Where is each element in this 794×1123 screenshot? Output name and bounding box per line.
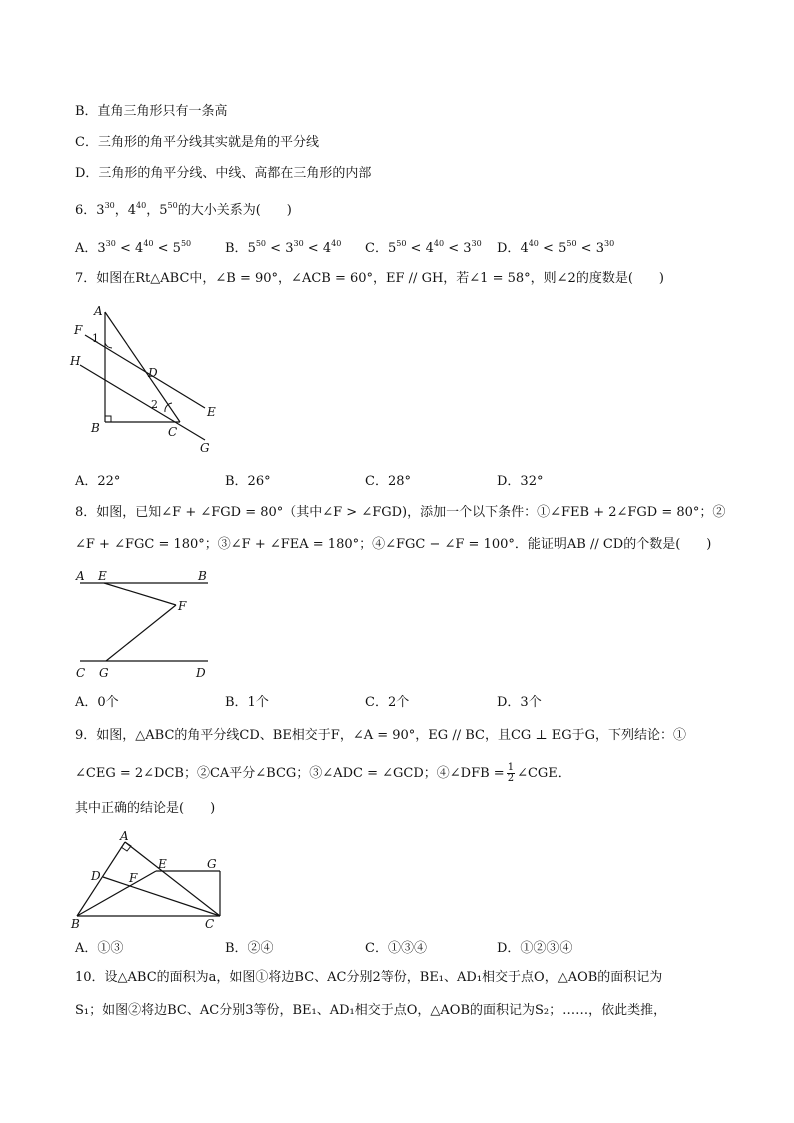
q5-option-c: C．三角形的角平分线其实就是角的平分线 — [75, 135, 319, 150]
label-g: G — [207, 857, 217, 871]
q10-stem-line2: S₁；如图②将边BC、AC分别3等份，BE₁、AD₁相交于点O，△AOB的面积记为S₂；……，依此类推， — [75, 1003, 667, 1018]
label-f: F — [129, 871, 138, 885]
q9-option-b: B．②④ — [225, 941, 274, 956]
fraction-denominator: 2 — [507, 773, 515, 784]
label-c: C — [205, 917, 215, 931]
q9-option-a: A．①③ — [75, 941, 124, 956]
label-angle-1: 1 — [92, 332, 99, 345]
q7-option-b: B．26° — [225, 474, 271, 489]
q8-option-b: B．1个 — [225, 695, 269, 710]
q6-option-c: C．$5^{50} < 4^{40} < 3^{30}$ — [365, 239, 482, 256]
q9-stem-text: ∠CEG = 2∠DCB；②CA平分∠BCG；③∠ADC = ∠GCD；④∠DFB = — [75, 766, 505, 781]
q6-suffix: 的大小关系为( ) — [177, 203, 292, 218]
q8-stem-line2: ∠F + ∠FGC = 180°；③∠F + ∠FEA = 180°；④∠FGC − ∠F = 100°．能证明AB // CD的个数是( ) — [75, 537, 712, 552]
q5-option-b: B．直角三角形只有一条高 — [75, 104, 228, 119]
label-b: B — [71, 917, 80, 931]
label-b: B — [198, 569, 207, 583]
q6-base: 5 — [159, 203, 168, 218]
q9-figure — [65, 830, 235, 930]
label-b: B — [91, 421, 100, 435]
label-c: C — [168, 425, 178, 439]
label-e: E — [98, 569, 107, 583]
q8-option-a: A．0个 — [75, 695, 119, 710]
label-angle-2: 2 — [151, 398, 158, 411]
q9-stem-line2 — [75, 763, 571, 784]
label-d: D — [196, 666, 206, 680]
q6-base: 3 — [96, 203, 105, 218]
q9-stem-text: ∠CGE． — [517, 766, 571, 781]
q8-stem-line1: 8．如图，已知∠F + ∠FGD = 80°（其中∠F > ∠FGD)，添加一个以下条件：①∠FEB + 2∠FGD = 80°；② — [75, 505, 726, 520]
q6-option-b: B．$5^{50} < 3^{30} < 4^{40}$ — [225, 239, 342, 256]
label-a: A — [120, 829, 129, 843]
q8-figure — [70, 565, 220, 685]
q7-option-a: A．22° — [75, 474, 121, 489]
q6-comma: ， — [114, 203, 128, 218]
q8-option-d: D．3个 — [497, 695, 542, 710]
q9-option-d: D．①②③④ — [497, 941, 573, 956]
q6-stem — [75, 202, 292, 220]
label-f: F — [74, 323, 83, 337]
q5-option-d: D．三角形的角平分线、中线、高都在三角形的内部 — [75, 166, 372, 181]
q8-option-c: C．2个 — [365, 695, 410, 710]
q9-stem-line3: 其中正确的结论是( ) — [75, 801, 216, 816]
q7-figure — [60, 300, 230, 460]
label-a: A — [94, 304, 103, 318]
label-c: C — [76, 666, 86, 680]
label-a: A — [76, 569, 85, 583]
q9-stem-line1: 9．如图，△ABC的角平分线CD、BE相交于F，∠A = 90°，EG // BC，且CG ⊥ EG于G，下列结论：① — [75, 728, 687, 743]
label-g: G — [99, 666, 109, 680]
q6-number: 6． — [75, 203, 97, 218]
label-g: G — [200, 441, 210, 455]
q6-option-a: A．$3^{30} < 4^{40} < 5^{50}$ — [75, 239, 192, 256]
q6-exponent: 40 — [136, 201, 147, 210]
label-e: E — [158, 857, 167, 871]
q7-option-d: D．32° — [497, 474, 544, 489]
label-d: D — [91, 869, 101, 883]
q7-stem: 7．如图在Rt△ABC中，∠B = 90°，∠ACB = 60°，EF // GH，若∠1 = 58°，则∠2的度数是( ) — [75, 271, 664, 286]
fraction-numerator: 1 — [507, 762, 515, 773]
label-f: F — [178, 599, 187, 613]
q10-stem-line1: 10．设△ABC的面积为a，如图①将边BC、AC分别2等份，BE₁、AD₁相交于点O，△AOB的面积记为 — [75, 970, 663, 985]
q6-option-d: D．$4^{40} < 5^{50} < 3^{30}$ — [497, 239, 615, 256]
q6-comma: ， — [146, 203, 160, 218]
label-d: D — [148, 366, 158, 380]
q6-exponent: 30 — [104, 201, 115, 210]
label-h: H — [70, 354, 81, 368]
label-e: E — [207, 405, 216, 419]
q9-option-c: C．①③④ — [365, 941, 427, 956]
q7-option-c: C．28° — [365, 474, 411, 489]
q6-exponent: 50 — [167, 201, 178, 210]
fraction — [507, 763, 515, 784]
q6-base: 4 — [127, 203, 137, 218]
